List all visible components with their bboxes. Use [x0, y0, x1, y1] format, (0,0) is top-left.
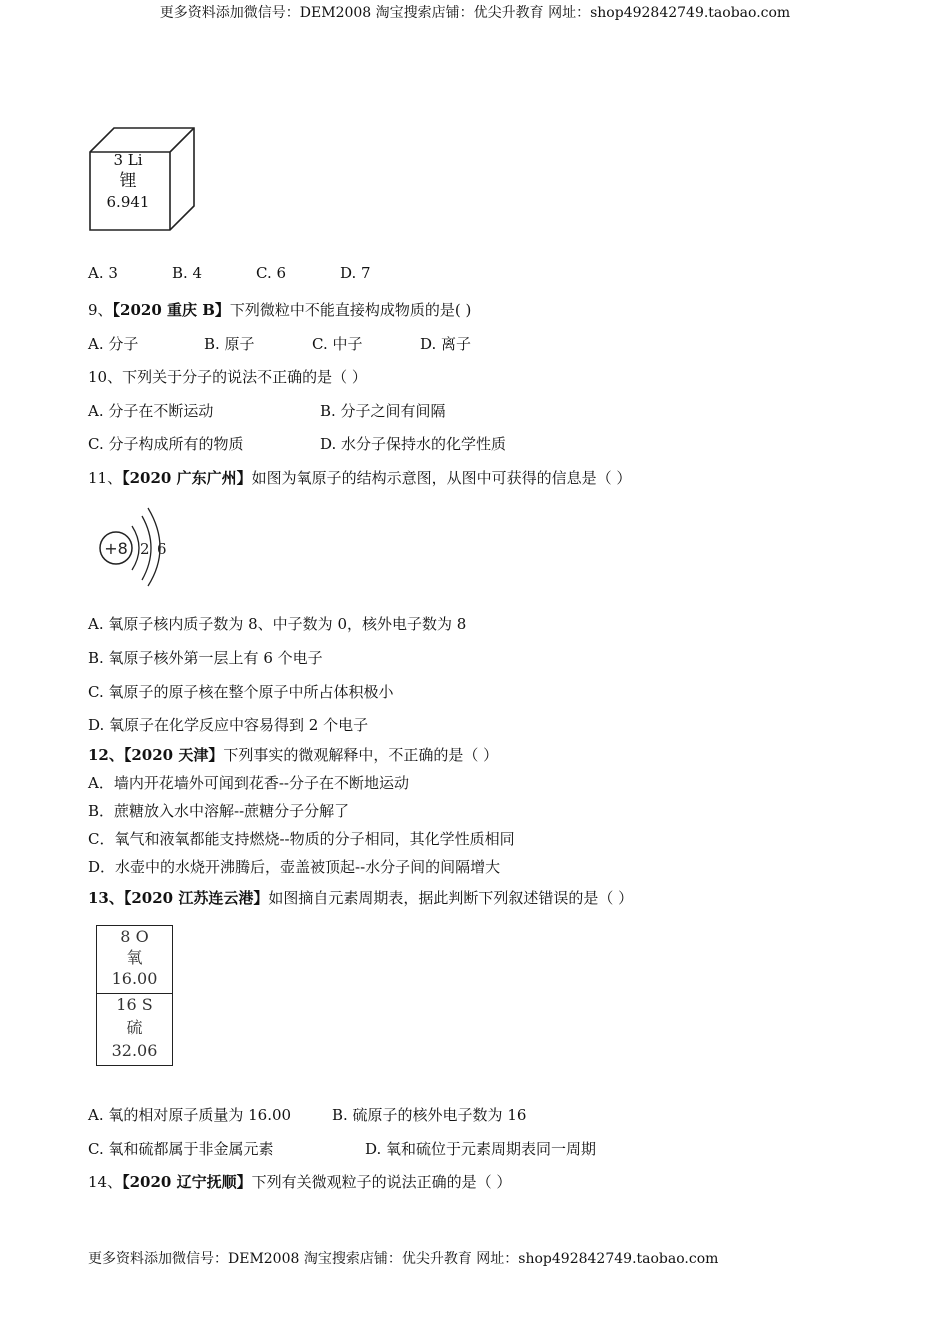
li-mass: 6.941 [106, 193, 150, 211]
q8-option-d[interactable]: D. 7 [340, 264, 371, 282]
q11-text: 如图为氧原子的结构示意图，从图中可获得的信息是（ ） [251, 469, 632, 487]
q12-stem [88, 744, 498, 765]
li-number-symbol: 3 Li [113, 151, 143, 169]
q10-option-b[interactable]: B. 分子之间有间隔 [320, 402, 446, 420]
nucleus-charge: +8 [104, 539, 128, 558]
q12-option-a[interactable]: A．墙内开花墙外可闻到花香--分子在不断地运动 [88, 774, 409, 792]
q8-option-c[interactable]: C. 6 [256, 264, 287, 282]
q12-option-b[interactable]: B．蔗糖放入水中溶解--蔗糖分子分解了 [88, 802, 350, 820]
q13-options-row1 [88, 1104, 526, 1125]
li-name: 锂 [119, 171, 137, 191]
sulfur-name: 硫 [126, 1018, 143, 1037]
q11-option-a[interactable]: A. 氧原子核内质子数为 8、中子数为 0，核外电子数为 8 [88, 615, 467, 633]
oxygen-atom-diagram [96, 506, 176, 588]
shell-2-electrons: 6 [157, 540, 167, 558]
q13-options-row2 [88, 1138, 596, 1159]
q8-option-a[interactable]: A. 3 [88, 264, 118, 282]
q11-option-b[interactable]: B. 氧原子核外第一层上有 6 个电子 [88, 649, 323, 667]
q13-option-d[interactable]: D. 氧和硫位于元素周期表同一周期 [365, 1140, 597, 1158]
page-header: 更多资料添加微信号：DEM2008 淘宝搜索店铺：优尖升教育 网址：shop492842749.taobao.com [159, 5, 791, 21]
oxygen-mass: 16.00 [111, 969, 158, 988]
q10-option-c[interactable]: C. 分子构成所有的物质 [88, 435, 244, 453]
q9-text: 下列微粒中不能直接构成物质的是( ) [229, 301, 472, 319]
shell-1-electrons: 2 [140, 540, 150, 558]
q13-option-b[interactable]: B. 硫原子的核外电子数为 16 [332, 1106, 527, 1124]
q14-number: 14、 [88, 1173, 123, 1191]
q13-stem [88, 887, 633, 908]
q11-option-d[interactable]: D. 氧原子在化学反应中容易得到 2 个电子 [88, 716, 369, 734]
q9-option-c[interactable]: C. 中子 [312, 335, 363, 353]
page-footer: 更多资料添加微信号：DEM2008 淘宝搜索店铺：优尖升教育 网址：shop492842749.taobao.com [88, 1251, 719, 1267]
sulfur-mass: 32.06 [111, 1041, 158, 1060]
q10-option-d[interactable]: D. 水分子保持水的化学性质 [320, 435, 507, 453]
q14-text: 下列有关微观粒子的说法正确的是（ ） [251, 1173, 512, 1191]
sulfur-number-symbol: 16 S [116, 995, 153, 1014]
q11-source-tag: 【2020 广东广州】 [122, 469, 252, 487]
q9-options [88, 333, 471, 354]
q9-number: 9、 [88, 301, 113, 319]
q13-option-c[interactable]: C. 氧和硫都属于非金属元素 [88, 1140, 274, 1158]
q13-text: 如图摘自元素周期表，据此判断下列叙述错误的是（ ） [268, 889, 634, 907]
q10-option-a[interactable]: A. 分子在不断运动 [88, 402, 214, 420]
q12-number: 12、 [88, 746, 124, 764]
q13-number: 13、 [88, 889, 124, 907]
q10-stem: 10、下列关于分子的说法不正确的是（ ） [88, 368, 367, 386]
q11-stem [88, 467, 631, 488]
q10-options-row1 [88, 400, 446, 421]
q10-options-row2 [88, 433, 506, 454]
q13-option-a[interactable]: A. 氧的相对原子质量为 16.00 [88, 1106, 292, 1124]
lithium-card-text [90, 150, 166, 213]
q12-source-tag: 【2020 天津】 [123, 746, 224, 764]
q9-option-b[interactable]: B. 原子 [204, 335, 255, 353]
q9-stem [88, 299, 471, 320]
q11-option-c[interactable]: C. 氧原子的原子核在整个原子中所占体积极小 [88, 683, 394, 701]
q12-option-c[interactable]: C．氧气和液氧都能支持燃烧--物质的分子相同，其化学性质相同 [88, 830, 515, 848]
q14-stem [88, 1171, 511, 1192]
q9-option-d[interactable]: D. 离子 [420, 335, 472, 353]
q9-option-a[interactable]: A. 分子 [88, 335, 139, 353]
shell-1-arc [132, 526, 139, 570]
q8-options [88, 264, 371, 282]
q8-option-b[interactable]: B. 4 [172, 264, 203, 282]
q14-source-tag: 【2020 辽宁抚顺】 [122, 1173, 252, 1191]
q9-source-tag: 【2020 重庆 B】 [112, 301, 230, 319]
q13-source-tag: 【2020 江苏连云港】 [123, 889, 269, 907]
q12-option-d[interactable]: D．水壶中的水烧开沸腾后，壶盖被顶起--水分子间的间隔增大 [88, 858, 501, 876]
periodic-table-excerpt [96, 925, 173, 1066]
q12-text: 下列事实的微观解释中，不正确的是（ ） [223, 746, 499, 764]
oxygen-number-symbol: 8 O [120, 927, 149, 946]
oxygen-name: 氧 [126, 948, 143, 967]
q11-number: 11、 [88, 469, 123, 487]
